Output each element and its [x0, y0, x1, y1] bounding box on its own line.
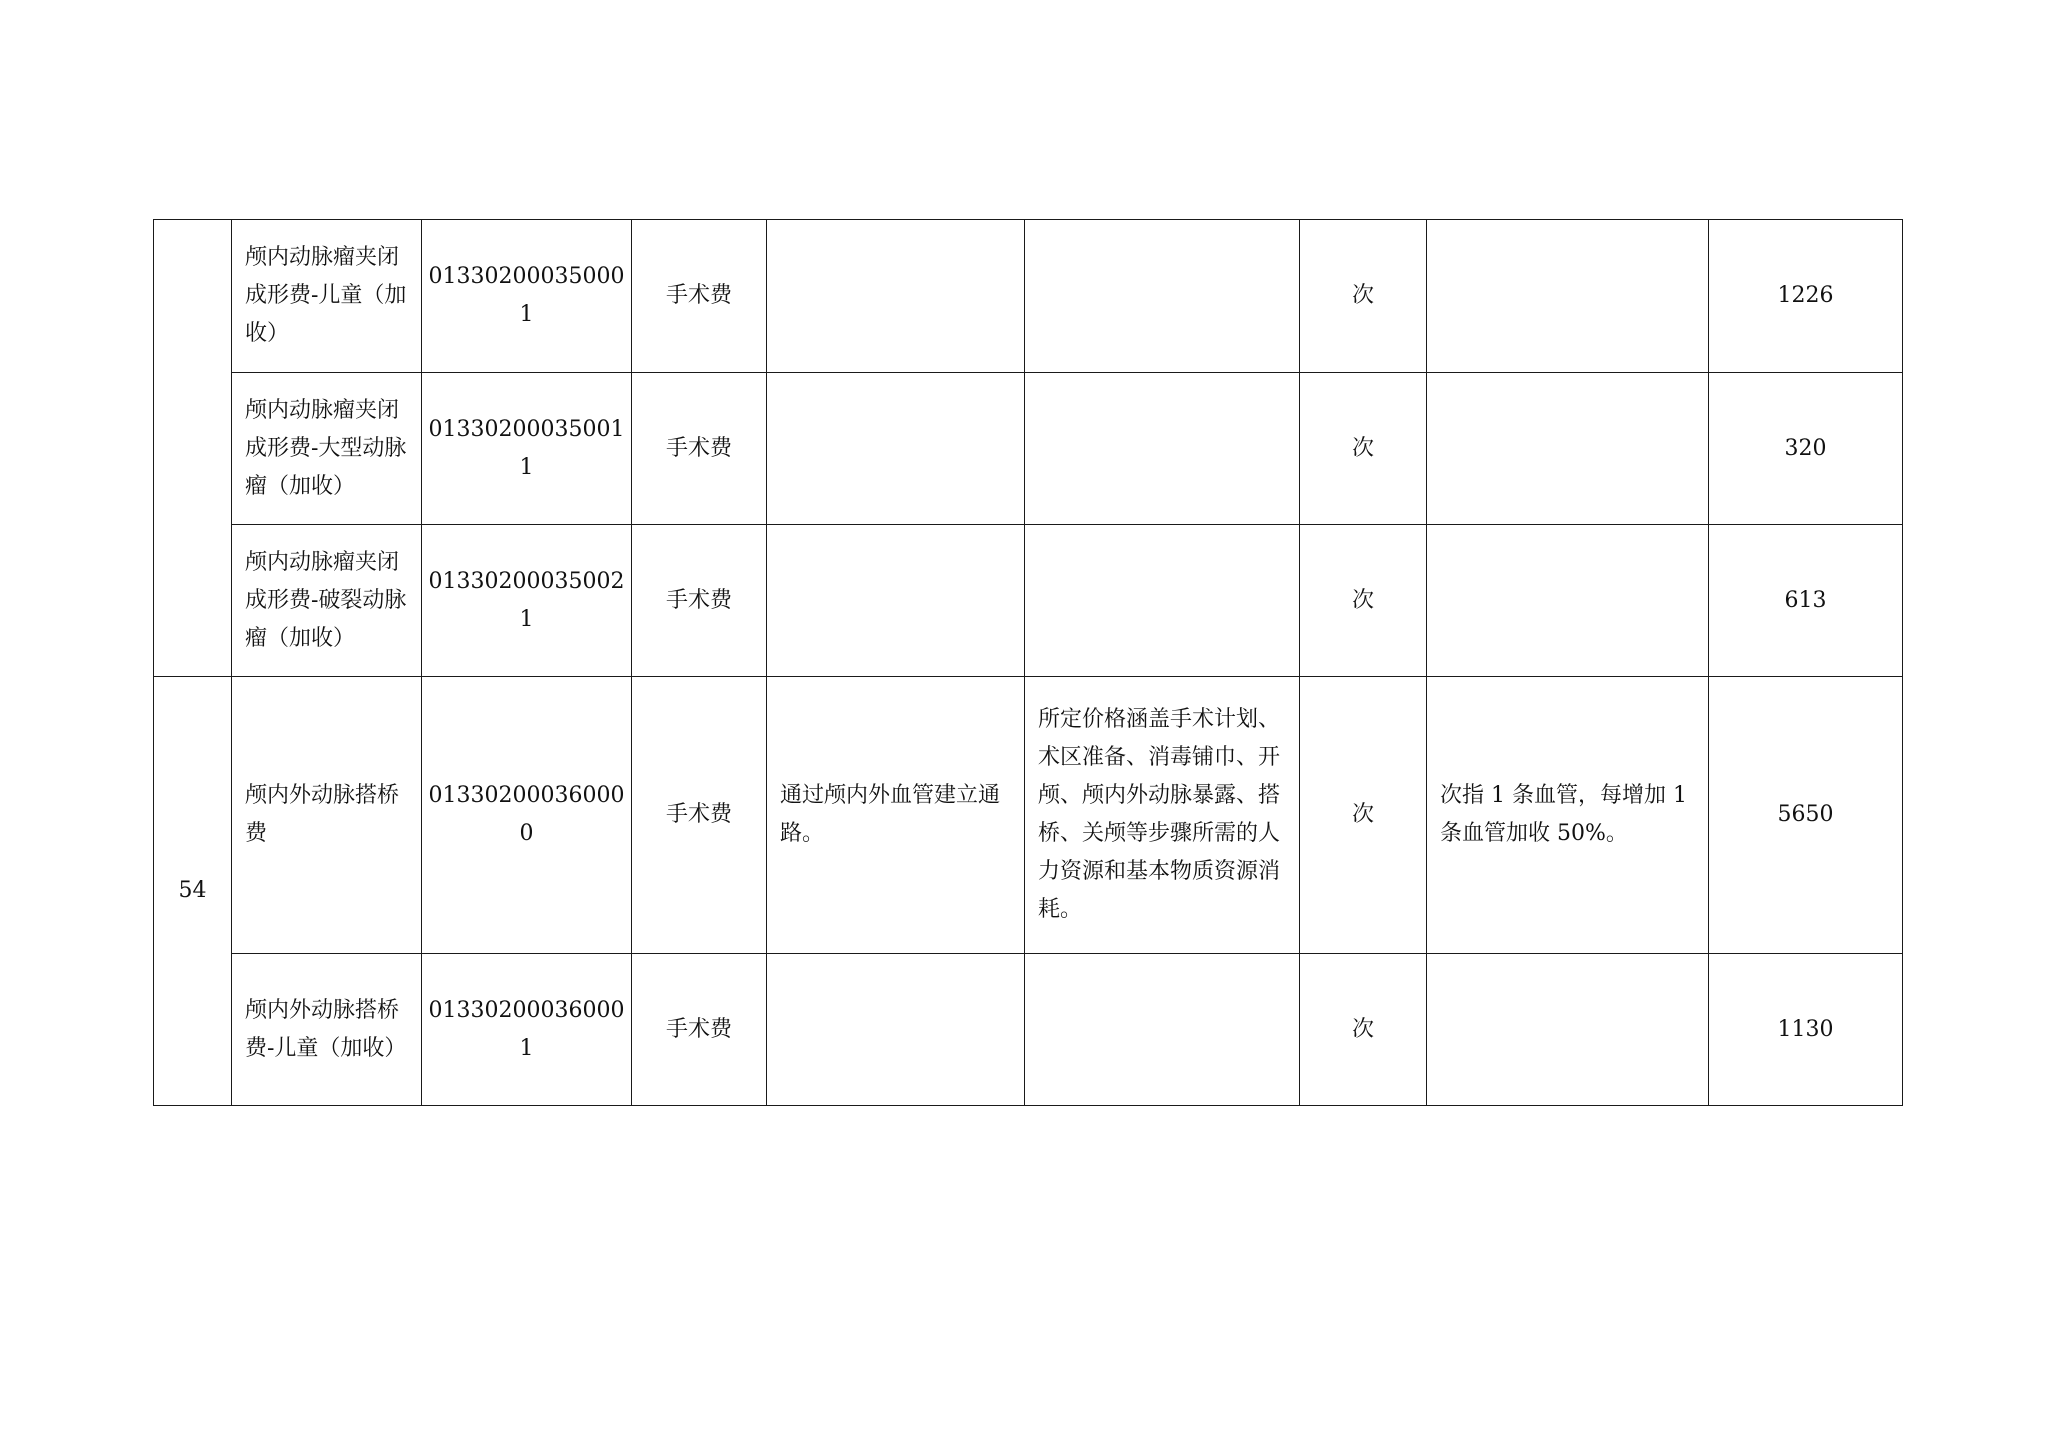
price-cell: 613 [1709, 525, 1903, 677]
item-code-cell: 013302000360000 [422, 677, 632, 954]
content-cell [767, 525, 1025, 677]
price-cell: 1130 [1709, 954, 1903, 1106]
content-cell [767, 373, 1025, 525]
item-code-cell: 013302000350001 [422, 220, 632, 373]
category-cell: 手术费 [632, 220, 767, 373]
item-code-cell: 013302000360001 [422, 954, 632, 1106]
table-row [154, 373, 1903, 525]
content-cell [767, 954, 1025, 1106]
item-name-cell: 颅内动脉瘤夹闭成形费-儿童（加收） [232, 220, 422, 373]
included-cell [1025, 954, 1300, 1106]
price-cell: 5650 [1709, 677, 1903, 954]
seq-cell: 54 [154, 677, 232, 1106]
item-code-cell: 013302000350011 [422, 373, 632, 525]
included-cell [1025, 525, 1300, 677]
note-cell [1427, 373, 1709, 525]
price-cell: 1226 [1709, 220, 1903, 373]
table-row [154, 220, 1903, 373]
included-cell: 所定价格涵盖手术计划、术区准备、消毒铺巾、开颅、颅内外动脉暴露、搭桥、关颅等步骤所需的人力资源和基本物质资源消耗。 [1025, 677, 1300, 954]
price-table [153, 219, 1903, 1106]
category-cell: 手术费 [632, 954, 767, 1106]
seq-cell [154, 220, 232, 677]
unit-cell: 次 [1300, 373, 1427, 525]
category-cell: 手术费 [632, 525, 767, 677]
content-cell: 通过颅内外血管建立通路。 [767, 677, 1025, 954]
table-row [154, 525, 1903, 677]
note-cell [1427, 525, 1709, 677]
table-row [154, 954, 1903, 1106]
table-row [154, 677, 1903, 954]
category-cell: 手术费 [632, 677, 767, 954]
unit-cell: 次 [1300, 220, 1427, 373]
note-cell [1427, 220, 1709, 373]
item-name-cell: 颅内外动脉搭桥费 [232, 677, 422, 954]
item-name-cell: 颅内外动脉搭桥费-儿童（加收） [232, 954, 422, 1106]
note-cell: 次指 1 条血管，每增加 1 条血管加收 50%。 [1427, 677, 1709, 954]
unit-cell: 次 [1300, 525, 1427, 677]
category-cell: 手术费 [632, 373, 767, 525]
unit-cell: 次 [1300, 677, 1427, 954]
included-cell [1025, 373, 1300, 525]
note-cell [1427, 954, 1709, 1106]
content-cell [767, 220, 1025, 373]
item-name-cell: 颅内动脉瘤夹闭成形费-破裂动脉瘤（加收） [232, 525, 422, 677]
included-cell [1025, 220, 1300, 373]
item-code-cell: 013302000350021 [422, 525, 632, 677]
unit-cell: 次 [1300, 954, 1427, 1106]
price-cell: 320 [1709, 373, 1903, 525]
item-name-cell: 颅内动脉瘤夹闭成形费-大型动脉瘤（加收） [232, 373, 422, 525]
